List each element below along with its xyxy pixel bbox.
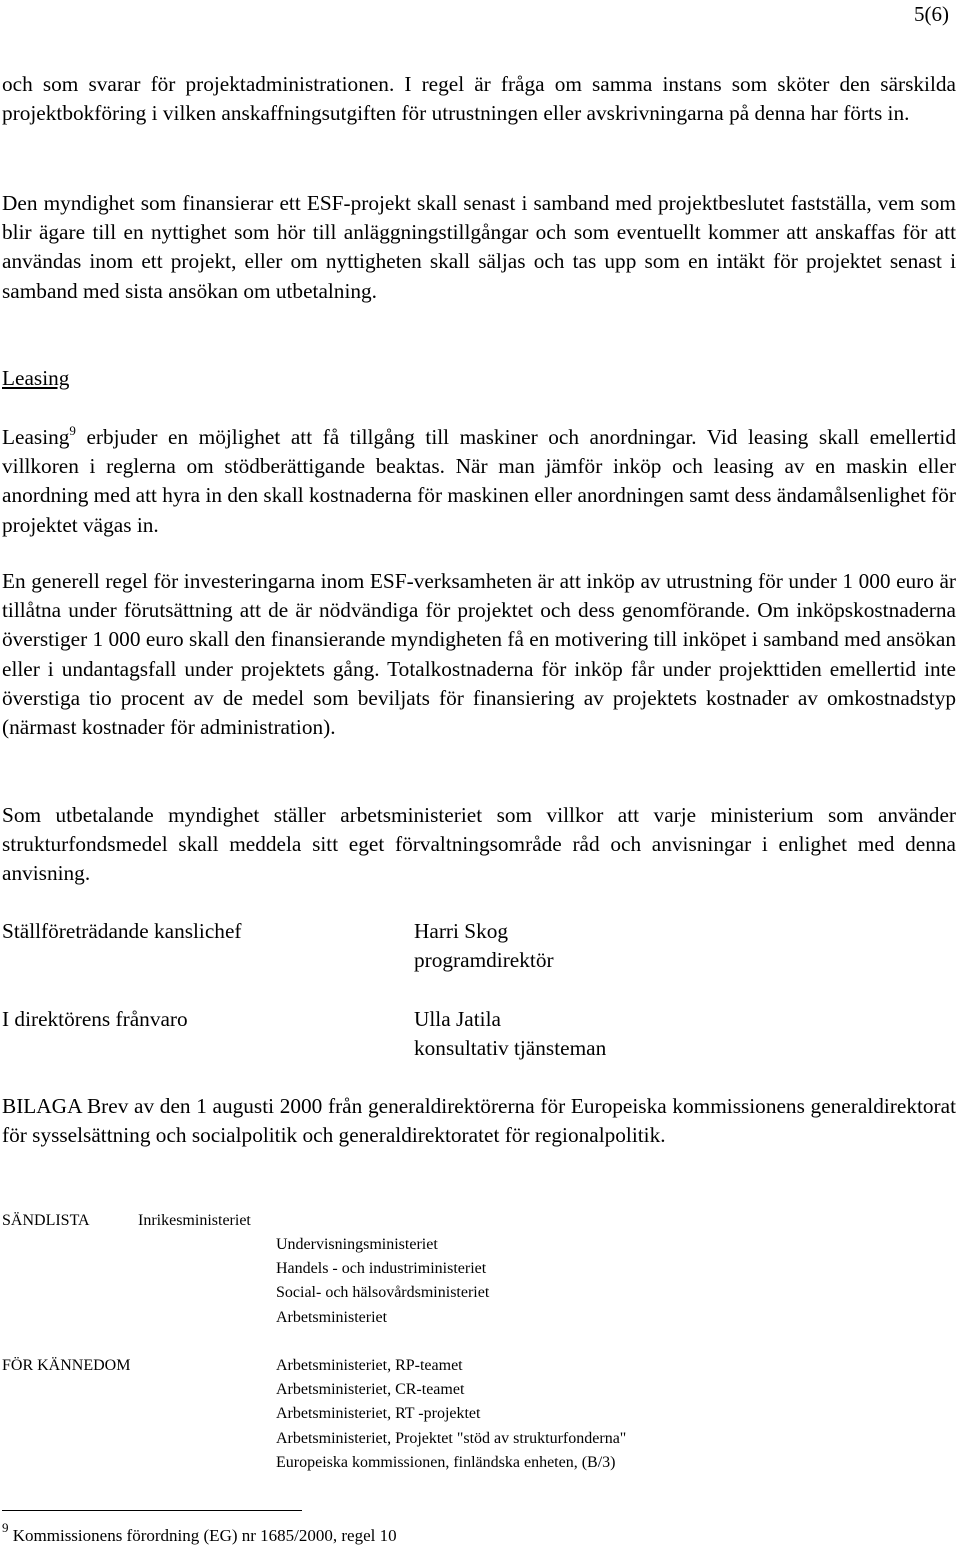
paragraph-project-administration: och som svarar för projektadministrationen. I regel är fråga om samma instans som sköter den särskilda projektbokföring i vilken anskaffningsutgiften för utrustningen eller avskrivningarna på denna har förts in. bbox=[2, 72, 956, 126]
leasing-heading-text: Leasing bbox=[2, 366, 70, 390]
paragraph-esf-ownership: Den myndighet som finansierar ett ESF-projekt skall senast i samband med projektbeslutet fastställa, vem som blir ägare till en nyttighet som hör till anläggningstillgångar och som eventuellt kommer att anskaffas för att användas inom ett projekt, eller om nyttigheten skall säljas och tas upp som en intäkt för projektet senast i samband med sista ansökan om utbetalning. bbox=[2, 191, 956, 303]
signature-name-2: Ulla Jatila bbox=[414, 1007, 501, 1031]
section-heading-leasing bbox=[2, 364, 956, 393]
list-item: Handels - och industriministeriet bbox=[276, 1260, 487, 1278]
footnote-ref: 9 bbox=[69, 423, 76, 438]
signature-title-2: konsultativ tjänsteman bbox=[414, 1036, 607, 1060]
sandlista-first-recipient: Inrikesministeriet bbox=[138, 1212, 251, 1229]
list-item: Arbetsministeriet bbox=[276, 1308, 388, 1326]
leasing-paragraph-rest: erbjuder en möjlighet att få tillgång till maskiner och anordningar. Vid leasing skall emellertid villkoren i reglerna om stödberättigande beaktas. När man jämför inköp och leasing av en maskin eller anordning med att hyra in den skall kostnaderna för maskinen eller anordningen samt dess ändamålsenlighet för projektet vägas in. bbox=[2, 425, 956, 537]
for-kannedom-label: FÖR KÄNNEDOM bbox=[2, 1357, 131, 1374]
signature-title-1: programdirektör bbox=[414, 948, 554, 972]
sandlista-list bbox=[276, 1233, 489, 1330]
for-kannedom-list bbox=[276, 1354, 626, 1475]
footnote-number: 9 bbox=[2, 1520, 9, 1535]
page-number: 5(6) bbox=[914, 2, 949, 26]
list-item: Arbetsministeriet, Projektet "stöd av strukturfonderna" bbox=[276, 1429, 627, 1447]
paragraph-payment-authority: Som utbetalande myndighet ställer arbetsministeriet som villkor att varje ministerium som använder strukturfondsmedel skall meddela sitt eget förvaltningsområde råd och anvisningar i enlighet med denna anvisning. bbox=[2, 803, 956, 886]
paragraph-leasing bbox=[2, 423, 956, 540]
signature-name-1: Harri Skog bbox=[414, 919, 509, 943]
signature-left-title: Ställföreträdande kanslichef bbox=[2, 919, 242, 943]
footnote-text: Kommissionens förordning (EG) nr 1685/2000, regel 10 bbox=[8, 1526, 397, 1545]
footnote bbox=[2, 1520, 397, 1548]
list-item: Undervisningsministeriet bbox=[276, 1236, 438, 1253]
sandlista-label: SÄNDLISTA bbox=[2, 1212, 90, 1229]
list-item: Arbetsministeriet, RP-teamet bbox=[276, 1357, 463, 1374]
list-item: Arbetsministeriet, RT -projektet bbox=[276, 1405, 481, 1423]
leasing-word: Leasing bbox=[2, 425, 70, 449]
list-item: Arbetsministeriet, CR-teamet bbox=[276, 1381, 465, 1399]
footnote-divider bbox=[2, 1510, 302, 1511]
list-item: Europeiska kommissionen, finländska enheten, (B/3) bbox=[276, 1453, 616, 1471]
paragraph-investment-rule: En generell regel för investeringarna inom ESF-verksamheten är att inköp av utrustning för under 1 000 euro är tillåtna under förutsättning att de är nödvändiga för projektet och dess genomförande. Om inköpskostnaderna överstiger 1 000 euro skall den finansierande myndigheten få en motivering till inköpet i samband med ansökan eller i undantagsfall under projektets gång. Totalkostnaderna för inköp får under projekttiden emellertid inte överstiga tio procent av de medel som beviljats för finansiering av projektets kostnader av omkostnadstyp (närmast kostnader för administration). bbox=[2, 569, 956, 740]
paragraph-bilaga: BILAGA Brev av den 1 augusti 2000 från generaldirektörerna för Europeiska kommissionens generaldirektorat för sysselsättning och socialpolitik och generaldirektoratet för regionalpolitik. bbox=[2, 1094, 956, 1148]
list-item: Social- och hälsovårdsministeriet bbox=[276, 1284, 490, 1302]
signature-left-absence: I direktörens frånvaro bbox=[2, 1007, 188, 1031]
